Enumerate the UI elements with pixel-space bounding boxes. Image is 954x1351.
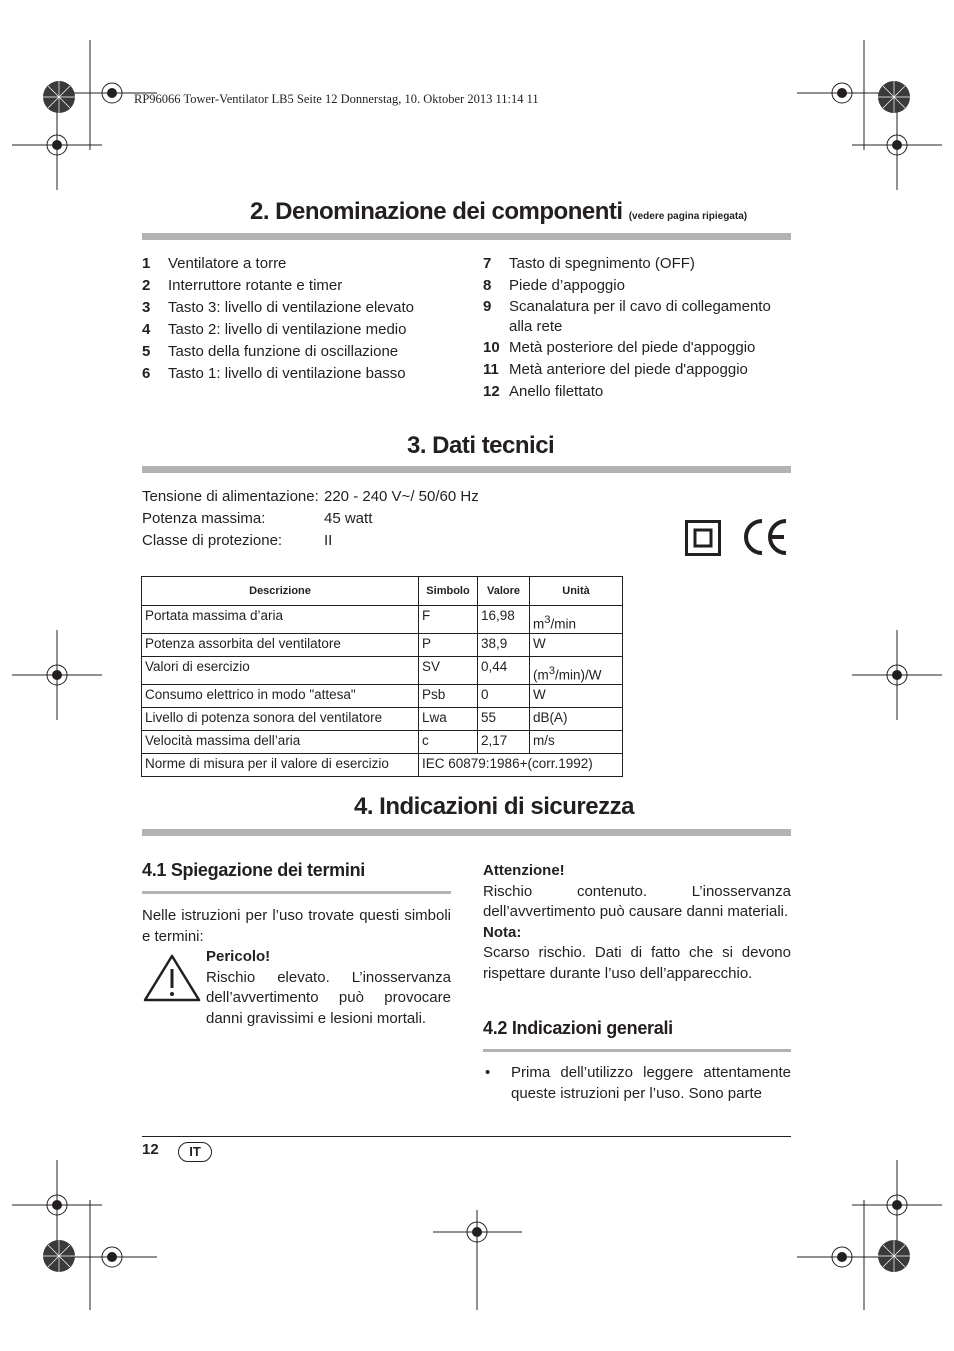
unit-pre: W xyxy=(533,687,546,702)
unit-sup: 3 xyxy=(548,664,556,677)
item-text: Tasto 1: livello di ventilazione basso xyxy=(168,365,406,382)
ce-mark-icon xyxy=(742,517,790,557)
item-number: 4 xyxy=(142,321,151,338)
list-item xyxy=(142,275,462,297)
cell-standard: IEC 60879:1986+(corr.1992) xyxy=(419,754,623,777)
item-number: 12 xyxy=(483,383,500,400)
cell-desc: Consumo elettrico in modo "attesa" xyxy=(142,685,419,708)
item-text: Interruttore rotante e timer xyxy=(168,277,343,294)
unit-sup: 3 xyxy=(544,613,551,626)
table-row xyxy=(142,708,623,731)
section-4-rule xyxy=(142,829,791,836)
cell-val: 0 xyxy=(478,685,530,708)
cell-sym: Psb xyxy=(419,685,478,708)
cell-sym: P xyxy=(419,634,478,657)
subsection-4-2-title: 4.2 Indicazioni generali xyxy=(483,1018,673,1038)
col-header: Simbolo xyxy=(419,577,478,606)
cell-sym: F xyxy=(419,606,478,634)
item-text: Ventilatore a torre xyxy=(168,255,287,272)
components-list-right xyxy=(483,253,793,403)
item-text: Piede d’appoggio xyxy=(509,277,625,294)
unit-pre: W xyxy=(533,636,546,651)
list-item xyxy=(142,297,462,319)
item-number: 2 xyxy=(142,277,151,294)
item-text: Tasto della funzione di oscillazione xyxy=(168,343,399,360)
list-item xyxy=(483,297,793,337)
table-row xyxy=(142,657,623,685)
spec-value: II xyxy=(324,532,333,549)
section-4-title: 4. Indicazioni di sicurezza xyxy=(354,793,634,820)
bullet-item xyxy=(483,1063,791,1104)
unit-pre: m/s xyxy=(533,733,555,748)
footer-rule xyxy=(142,1136,791,1137)
spec-label: Potenza massima: xyxy=(142,510,266,527)
col-header: Descrizione xyxy=(142,577,419,606)
cell-desc: Velocità massima dell’aria xyxy=(142,731,419,754)
item-number: 8 xyxy=(483,277,492,294)
list-item xyxy=(483,253,793,275)
section-3-rule xyxy=(142,466,791,473)
cell-val: 38,9 xyxy=(478,634,530,657)
cell-desc: Portata massima d’aria xyxy=(142,606,419,634)
item-number: 3 xyxy=(142,299,151,316)
unit-pre: m xyxy=(533,616,545,631)
components-list-left xyxy=(142,253,462,385)
cell-unit xyxy=(530,731,623,754)
cell-sym: Lwa xyxy=(419,708,478,731)
spec-row xyxy=(142,486,479,508)
attention-label: Attenzione! xyxy=(483,862,565,879)
unit-pre: (m xyxy=(533,667,549,682)
language-badge: IT xyxy=(178,1142,212,1162)
cell-desc: Potenza assorbita del ventilatore xyxy=(142,634,419,657)
section-2-rule xyxy=(142,233,791,240)
spec-row xyxy=(142,508,479,530)
col-header: Unità xyxy=(530,577,623,606)
item-text: Metà posteriore del piede d'appoggio xyxy=(509,339,756,356)
item-text: Tasto 2: livello di ventilazione medio xyxy=(168,321,407,338)
list-item xyxy=(142,363,462,385)
table-row xyxy=(142,685,623,708)
spec-value: 45 watt xyxy=(324,510,373,527)
attention-text: Rischio contenuto. L’inosservanza dell’avvertimento può causare danni materiali. xyxy=(483,882,791,920)
page-number: 12 xyxy=(142,1141,159,1158)
cell-unit xyxy=(530,634,623,657)
list-item xyxy=(483,337,793,359)
danger-text: Rischio elevato. L’inosservanza dell’avvertimento può provocare danni gravissimi e lesioni mortali. xyxy=(206,968,451,1027)
note-label: Nota: xyxy=(483,923,522,941)
list-item xyxy=(483,381,793,403)
item-number: 1 xyxy=(142,255,151,272)
cell-val: 2,17 xyxy=(478,731,530,754)
cell-desc: Valori di esercizio xyxy=(142,657,419,685)
print-header: RP96066 Tower-Ventilator LB5 Seite 12 Donnerstag, 10. Oktober 2013 11:14 11 xyxy=(134,92,539,106)
item-number: 5 xyxy=(142,343,151,360)
subsection-4-1-title: 4.1 Spiegazione dei termini xyxy=(142,860,365,880)
item-text: Metà anteriore del piede d'appoggio xyxy=(509,361,748,378)
specs-list xyxy=(142,486,479,552)
item-text: Scanalatura per il cavo di collegamento alla rete xyxy=(509,298,771,335)
item-text: Tasto di spegnimento (OFF) xyxy=(509,255,695,272)
section-2-title xyxy=(250,198,747,226)
cell-sym: c xyxy=(419,731,478,754)
unit-post: /min)/W xyxy=(555,667,602,682)
cell-unit xyxy=(530,685,623,708)
cell-sym: SV xyxy=(419,657,478,685)
table-row xyxy=(142,606,623,634)
attention-block xyxy=(483,861,791,984)
danger-label: Pericolo! xyxy=(206,948,271,965)
table-header-row xyxy=(142,577,623,606)
unit-pre: dB(A) xyxy=(533,710,568,725)
subsection-4-2-rule xyxy=(483,1049,791,1052)
list-item xyxy=(483,275,793,297)
item-text: Tasto 3: livello di ventilazione elevato xyxy=(168,299,414,316)
item-number: 10 xyxy=(483,339,500,356)
note-text: Scarso rischio. Dati di fatto che si devono rispettare durante l’uso dell’apparecchio. xyxy=(483,944,791,982)
item-number: 6 xyxy=(142,365,151,382)
table-row xyxy=(142,634,623,657)
list-item xyxy=(142,319,462,341)
subsection-4-1-rule xyxy=(142,891,451,894)
col-header: Valore xyxy=(478,577,530,606)
intro-paragraph: Nelle istruzioni per l’uso trovate questi simboli e termini: xyxy=(142,907,451,945)
item-number: 11 xyxy=(483,361,499,378)
cell-val: 0,44 xyxy=(478,657,530,685)
section-2-note: (vedere pagina ripiegata) xyxy=(628,211,748,222)
table-row xyxy=(142,731,623,754)
item-text: Anello filettato xyxy=(509,383,604,400)
list-item xyxy=(142,253,462,275)
spec-row xyxy=(142,530,479,552)
bullet-text: Prima dell’utilizzo leggere attentamente queste istruzioni per l’uso. Sono parte xyxy=(511,1064,791,1102)
class-ii-icon xyxy=(685,520,721,556)
cell-desc: Norme di misura per il valore di esercizio xyxy=(142,754,419,777)
item-number: 7 xyxy=(483,255,492,272)
bullet-icon: • xyxy=(485,1064,491,1081)
section-2-title-text: 2. Denominazione dei componenti xyxy=(250,198,623,225)
cell-unit xyxy=(530,708,623,731)
technical-data-table xyxy=(141,576,623,777)
cell-val: 16,98 xyxy=(478,606,530,634)
section-3-title: 3. Dati tecnici xyxy=(407,432,555,459)
item-number: 9 xyxy=(483,298,492,315)
cell-unit xyxy=(530,606,623,634)
list-item xyxy=(142,341,462,363)
danger-block xyxy=(206,947,451,1029)
list-item xyxy=(483,359,793,381)
cell-desc: Livello di potenza sonora del ventilatore xyxy=(142,708,419,731)
table-row xyxy=(142,754,623,777)
spec-label: Classe di protezione: xyxy=(142,532,283,549)
cell-val: 55 xyxy=(478,708,530,731)
spec-label: Tensione di alimentazione: xyxy=(142,488,319,505)
spec-value: 220 - 240 V~/ 50/60 Hz xyxy=(324,488,479,505)
unit-post: /min xyxy=(550,616,577,631)
warning-triangle-icon xyxy=(142,953,202,1003)
cell-unit xyxy=(530,657,623,685)
